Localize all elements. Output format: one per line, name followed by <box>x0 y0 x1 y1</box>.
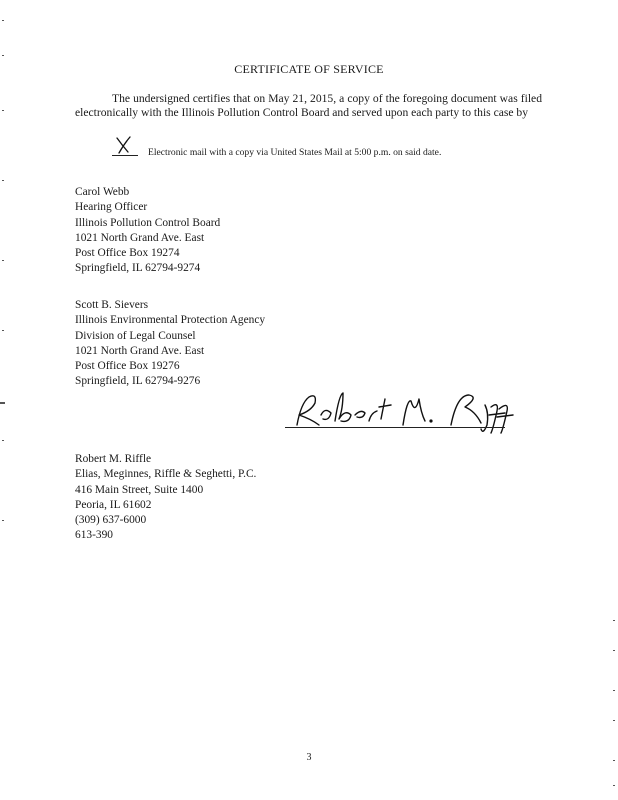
recipient-address-block <box>75 185 220 277</box>
scan-margin-mark <box>613 720 615 721</box>
recipient-organization: Illinois Pollution Control Board <box>75 216 221 229</box>
service-method-line <box>104 134 544 164</box>
sender-firm: Elias, Meginnes, Riffle & Seghetti, P.C. <box>75 468 257 481</box>
recipient-city: Springfield, IL 62794-9274 <box>75 262 201 275</box>
recipient-name: Scott B. Sievers <box>75 299 149 311</box>
scan-margin-mark <box>2 20 4 21</box>
scan-margin-mark <box>2 260 4 261</box>
page-number: 3 <box>306 752 312 763</box>
signature <box>285 385 515 435</box>
sender-reference: 613-390 <box>75 529 113 542</box>
scan-margin-mark <box>2 330 4 331</box>
service-method-text: Electronic mail with a copy via United States Mail at 5:00 p.m. on said date. <box>148 147 442 158</box>
recipient-address-block <box>75 298 265 390</box>
certification-text: The undersigned certifies that on May 21, 2015, a copy of the foregoing document was filed electronically with the Illinois Pollution Control Board and served upon each party to this case by <box>75 92 542 120</box>
checkbox-underline <box>112 155 138 156</box>
certification-paragraph <box>75 92 542 120</box>
recipient-po-box: Post Office Box 19274 <box>75 247 180 260</box>
recipient-title: Hearing Officer <box>75 201 148 214</box>
recipient-po-box: Post Office Box 19276 <box>75 360 180 373</box>
scan-margin-mark <box>613 760 615 761</box>
sender-name: Robert M. Riffle <box>75 453 152 465</box>
scan-margin-mark <box>2 55 4 56</box>
sender-city: Peoria, IL 61602 <box>75 498 152 511</box>
signature-line <box>285 427 505 428</box>
recipient-street: 1021 North Grand Ave. East <box>75 344 205 357</box>
scan-margin-mark <box>2 110 4 111</box>
sender-address-block <box>75 452 256 544</box>
sender-street: 416 Main Street, Suite 1400 <box>75 483 204 496</box>
scan-margin-mark <box>2 520 4 521</box>
recipient-division: Division of Legal Counsel <box>75 329 196 342</box>
document-title: CERTIFICATE OF SERVICE <box>234 62 384 76</box>
recipient-name: Carol Webb <box>75 186 130 198</box>
scan-margin-mark <box>0 402 5 404</box>
recipient-city: Springfield, IL 62794-9276 <box>75 375 201 388</box>
scan-margin-mark <box>613 650 615 651</box>
scan-margin-mark <box>2 180 4 181</box>
recipient-organization: Illinois Environmental Protection Agency <box>75 314 266 327</box>
scan-margin-mark <box>2 440 4 441</box>
scan-margin-mark <box>613 620 615 621</box>
scan-margin-mark <box>613 690 615 691</box>
scan-margin-mark <box>613 785 615 786</box>
recipient-street: 1021 North Grand Ave. East <box>75 231 205 244</box>
handwritten-x-mark <box>104 134 138 160</box>
sender-phone: (309) 637-6000 <box>75 514 147 527</box>
